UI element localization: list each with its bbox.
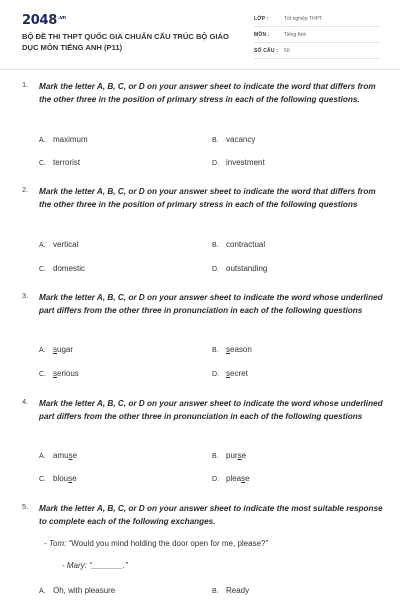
option-text: domestic [53, 264, 86, 273]
option-a[interactable] [39, 451, 77, 460]
option-text: pur [226, 451, 238, 460]
question-text: Mark the letter A, B, C, or D on your answer sheet to indicate the word whose underlined part differs from the other three in pronunciation in each of the following questions [39, 399, 383, 421]
dialog-line-tom [44, 539, 268, 548]
meta-value: Tốt nghiệp THPT [284, 16, 322, 22]
option-d[interactable] [212, 369, 248, 378]
site-logo[interactable] [22, 13, 66, 28]
meta-label: LỚP : [254, 16, 269, 22]
header-divider [0, 69, 400, 70]
question-number: 5. [22, 502, 29, 511]
logo-text: 2048 [22, 13, 57, 28]
option-d[interactable] [212, 474, 250, 483]
option-text: e [245, 474, 250, 483]
meta-row-subject [254, 27, 380, 43]
option-letter: D. [212, 371, 219, 378]
option-a[interactable] [39, 135, 88, 144]
option-letter: D. [212, 160, 219, 167]
option-letter: D. [212, 476, 219, 483]
option-underlined-part: s [68, 451, 73, 460]
option-letter: C. [39, 371, 46, 378]
option-underlined-part: s [241, 474, 246, 483]
option-text: e [72, 451, 78, 460]
option-letter: B. [212, 242, 219, 249]
option-b[interactable] [212, 135, 255, 144]
option-b[interactable] [212, 345, 252, 354]
option-text: erious [57, 369, 79, 378]
question-text: Mark the letter A, B, C, or D on your answer sheet to indicate the word whose underlined part differs from the other three in pronunciation in each of the following questions [39, 293, 383, 315]
option-underlined-part: s [237, 451, 242, 460]
option-b[interactable] [212, 240, 265, 249]
option-letter: C. [39, 160, 46, 167]
option-text: vacancy [226, 135, 256, 144]
question-text: Mark the letter A, B, C, or D on your answer sheet to indicate the most suitable response to complete each of the following exchanges. [39, 504, 383, 526]
option-a[interactable] [39, 240, 78, 249]
option-underlined-part: s [53, 369, 57, 378]
option-letter: B. [212, 453, 219, 460]
option-letter: A. [39, 453, 46, 460]
option-c[interactable] [39, 474, 77, 483]
question-text: Mark the letter A, B, C, or D on your answer sheet to indicate the word that differs from the other three in the position of primary stress in each of the following questions. [39, 82, 376, 104]
option-text: ugar [57, 345, 74, 354]
dialog-line-mary [62, 561, 128, 570]
option-text: eason [230, 345, 252, 354]
question-number: 4. [22, 397, 29, 406]
option-d[interactable] [212, 264, 267, 273]
option-text: e [241, 451, 247, 460]
logo-suffix: .vn [57, 14, 66, 21]
option-b[interactable] [212, 451, 246, 460]
option-c[interactable] [39, 158, 80, 167]
meta-row-count [254, 43, 380, 59]
option-text: amu [53, 451, 69, 460]
option-c[interactable] [39, 264, 85, 273]
option-text: vertical [53, 240, 79, 249]
meta-value: 50 [284, 48, 290, 54]
option-text: Oh, with pleasure [53, 586, 116, 595]
option-text: maximum [53, 135, 88, 144]
option-letter: B. [212, 347, 219, 354]
question-number: 1. [22, 80, 29, 89]
option-letter: A. [39, 347, 46, 354]
page-header [0, 0, 400, 68]
option-a[interactable] [39, 586, 115, 595]
option-letter: A. [39, 588, 46, 595]
option-a[interactable] [39, 345, 73, 354]
dialog-speaker: - Mary: [62, 561, 87, 570]
meta-row-class [254, 11, 380, 27]
dialog-text: “_______.” [89, 561, 128, 570]
option-c[interactable] [39, 369, 79, 378]
option-b[interactable] [212, 586, 249, 595]
question-number: 2. [22, 185, 29, 194]
option-letter: C. [39, 266, 46, 273]
meta-label: SỐ CÂU : [254, 48, 279, 54]
meta-label: MÔN : [254, 32, 270, 38]
dialog-speaker: - Tom: [44, 539, 67, 548]
option-text: terrorist [53, 158, 81, 167]
option-underlined-part: s [226, 369, 230, 378]
option-text: blou [53, 474, 69, 483]
option-underlined-part: s [68, 474, 73, 483]
option-text: investment [226, 158, 265, 167]
option-letter: A. [39, 242, 46, 249]
option-letter: B. [212, 137, 219, 144]
question-text: Mark the letter A, B, C, or D on your answer sheet to indicate the word that differs from the other three in the position of primary stress in each of the following questions [39, 187, 376, 209]
exam-title: BỘ ĐỀ THI THPT QUỐC GIA CHUẨN CẤU TRÚC BỘ GIÁO DỤC MÔN TIẾNG ANH (P11) [22, 32, 229, 52]
option-text: ecret [230, 369, 248, 378]
option-d[interactable] [212, 158, 265, 167]
option-text: outstanding [226, 264, 268, 273]
option-text: plea [226, 474, 242, 483]
option-underlined-part: s [226, 345, 230, 354]
option-letter: D. [212, 266, 219, 273]
question-number: 3. [22, 291, 29, 300]
option-text: Ready [226, 586, 250, 595]
meta-value: Tiếng Anh [284, 32, 307, 38]
option-text: e [72, 474, 77, 483]
option-letter: A. [39, 137, 46, 144]
option-letter: C. [39, 476, 46, 483]
option-underlined-part: s [53, 345, 57, 354]
option-letter: B. [212, 588, 219, 595]
dialog-text: “Would you mind holding the door open for me, please?” [68, 539, 269, 548]
option-text: contractual [226, 240, 266, 249]
